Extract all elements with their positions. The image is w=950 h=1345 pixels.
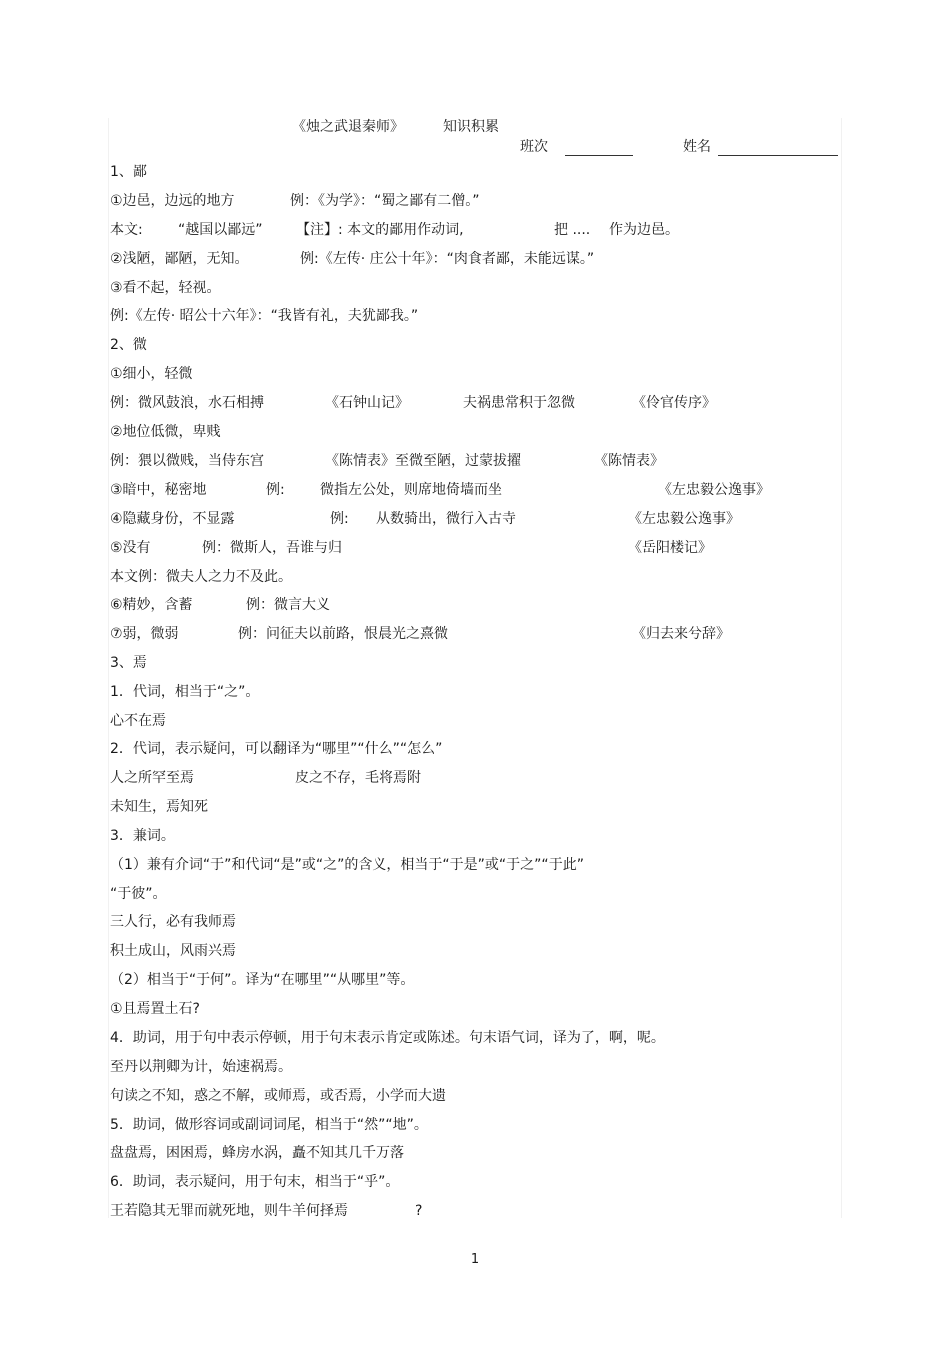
line-segment: （2）相当于“于何”。译为“在哪里”“从哪里”等。 xyxy=(110,972,415,988)
line-segment: 夫祸患常积于忽微 xyxy=(463,395,575,411)
line-segment: 未知生，焉知死 xyxy=(110,799,208,815)
line-segment: ③暗中，秘密地 xyxy=(110,482,207,498)
line-segment: 盘盘焉，困困焉，蜂房水涡，矗不知其几千万落 xyxy=(110,1145,404,1161)
line-segment: （1）兼有介词“于”和代词“是”或“之”的含义，相当于“于是”或“于之”“于此” xyxy=(110,857,584,873)
line-segment: 《左忠毅公逸事》 xyxy=(658,482,770,498)
line-segment: 《伶官传序》 xyxy=(632,395,716,411)
line-segment: 3、焉 xyxy=(110,655,147,671)
line-segment: ⑦弱，微弱 xyxy=(110,626,179,642)
line-segment: 例: xyxy=(330,511,349,527)
line-segment: ①边邑，边远的地方 xyxy=(110,193,235,209)
line-segment: 《岳阳楼记》 xyxy=(628,540,712,556)
line-segment: 句读之不知，惑之不解，或师焉，或否焉，小学而大遗 xyxy=(110,1088,446,1104)
line-segment: 王若隐其无罪而就死地，则牛羊何择焉 xyxy=(110,1203,348,1219)
line-segment: 《归去来兮辞》 xyxy=(632,626,730,642)
class-label: 班次 xyxy=(520,139,548,155)
line-segment: 从数骑出，微行入古寺 xyxy=(376,511,516,527)
line-segment: 例:《左传· 昭公十六年》：“我皆有礼，夫犹鄙我。” xyxy=(110,308,419,324)
doc-subtitle: 知识积累 xyxy=(443,119,499,135)
line-segment: 例：《为学》：“蜀之鄙有二僧。” xyxy=(290,193,480,209)
line-segment: 作为边邑。 xyxy=(609,222,679,238)
line-segment: ②地位低微，卑贱 xyxy=(110,424,221,440)
line-segment: 2、微 xyxy=(110,337,147,353)
line-segment: 《陈情表》 xyxy=(594,453,664,469)
line-segment: 5．助词，做形容词或副词词尾，相当于“然”“地”。 xyxy=(110,1117,428,1133)
line-segment: ? xyxy=(415,1203,423,1219)
line-segment: 《陈情表》至微至陋，过蒙拔擢 xyxy=(325,453,521,469)
line-segment: 《石钟山记》 xyxy=(325,395,409,411)
line-segment: 本文例：微夫人之力不及此。 xyxy=(110,569,292,585)
line-segment: ⑥精妙，含蓄 xyxy=(110,597,193,613)
line-segment: 例：猥以微贱，当侍东宫 xyxy=(110,453,264,469)
line-segment: 例: xyxy=(266,482,285,498)
line-segment: 微指左公处，则席地倚墙而坐 xyxy=(320,482,502,498)
line-segment: 2．代词，表示疑问，可以翻译为“哪里”“什么”“怎么” xyxy=(110,741,443,757)
line-segment: 人之所罕至焉 xyxy=(110,770,194,786)
line-segment: 3．兼词。 xyxy=(110,828,175,844)
name-blank xyxy=(718,155,838,156)
line-segment: ①且焉置土石? xyxy=(110,1001,200,1017)
line-segment: 4．助词，用于句中表示停顿，用于句末表示肯定或陈述。句末语气词，译为了，啊，呢。 xyxy=(110,1030,665,1046)
line-segment: 例：微风鼓浪，水石相搏 xyxy=(110,395,264,411)
line-segment: 例:《左传· 庄公十年》：“肉食者鄙，未能远谋。” xyxy=(300,251,595,267)
line-segment: ①细小，轻微 xyxy=(110,366,193,382)
line-segment: “于彼”。 xyxy=(110,886,167,902)
line-segment: 1．代词，相当于“之”。 xyxy=(110,684,260,700)
line-segment: ②浅陋，鄙陋，无知。 xyxy=(110,251,249,267)
line-segment: 至丹以荆卿为计，始速祸焉。 xyxy=(110,1059,292,1075)
line-segment: ④隐藏身份，不显露 xyxy=(110,511,235,527)
line-segment: 积土成山，风雨兴焉 xyxy=(110,943,236,959)
doc-title: 《烛之武退秦师》 xyxy=(292,119,404,135)
line-segment: 例：微言大义 xyxy=(246,597,330,613)
page-number: 1 xyxy=(470,1252,480,1267)
line-segment: 三人行，必有我师焉 xyxy=(110,914,236,930)
line-segment: 例：问征夫以前路，恨晨光之熹微 xyxy=(238,626,448,642)
line-segment: 本文: xyxy=(110,222,143,238)
line-segment: 例：微斯人，吾谁与归 xyxy=(202,540,342,556)
line-segment: “越国以鄙远” xyxy=(178,222,263,238)
line-segment: 1、鄙 xyxy=(110,164,147,180)
line-segment: 心不在焉 xyxy=(110,713,166,729)
name-label: 姓名 xyxy=(683,139,711,155)
line-segment: 6．助词，表示疑问，用于句末，相当于“乎”。 xyxy=(110,1174,400,1190)
line-segment: ③看不起，轻视。 xyxy=(110,280,221,296)
line-segment: 【注】: 本文的鄙用作动词, xyxy=(296,222,464,238)
class-blank xyxy=(565,155,633,156)
line-segment: 皮之不存，毛将焉附 xyxy=(295,770,421,786)
line-segment: 把 .... xyxy=(554,222,591,238)
line-segment: ⑤没有 xyxy=(110,540,151,556)
line-segment: 《左忠毅公逸事》 xyxy=(628,511,740,527)
